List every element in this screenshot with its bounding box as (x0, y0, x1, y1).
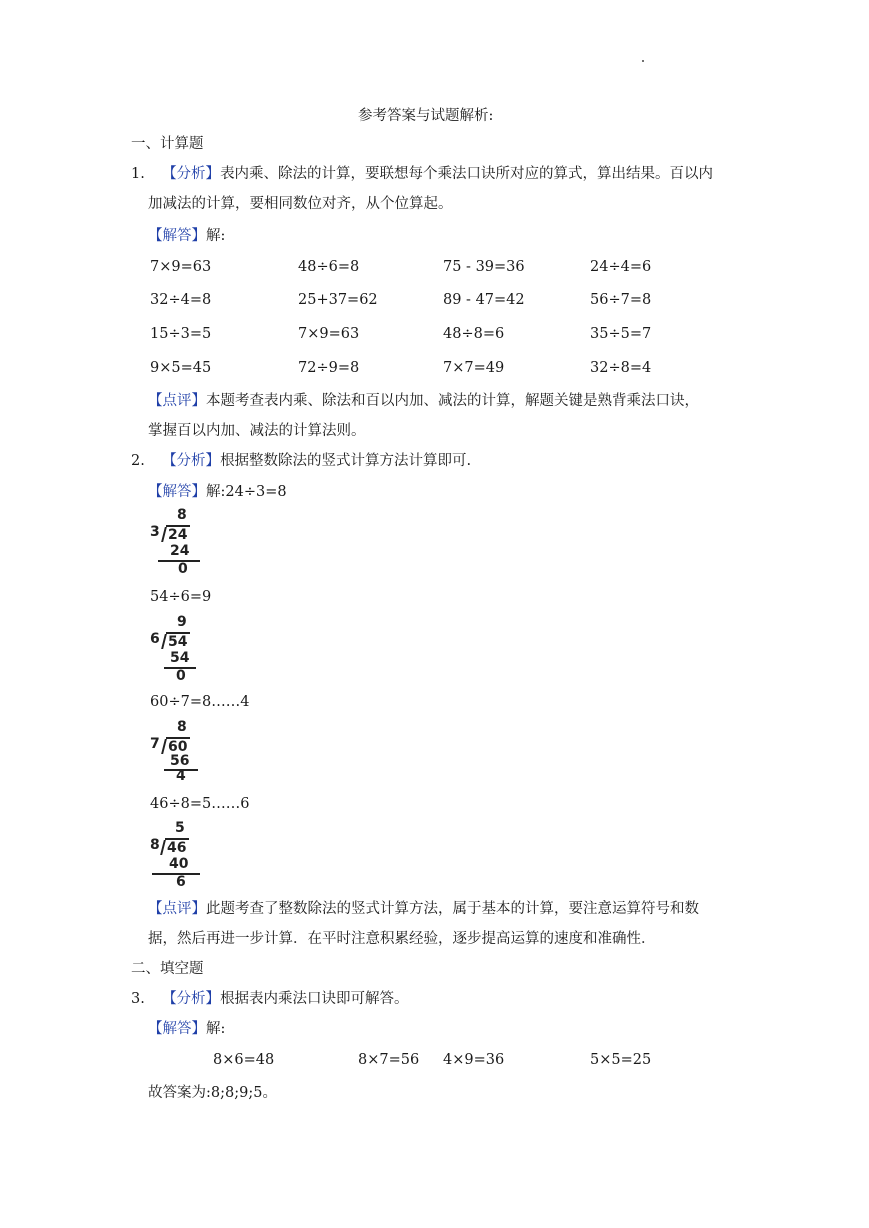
question-3-answer (148, 1018, 225, 1040)
section-heading-1: 一、计算题 (131, 136, 204, 152)
division-bracket (161, 527, 166, 542)
question-2-analysis (131, 450, 471, 472)
long-division-24-by-3 (150, 507, 202, 581)
comment-text: 本题考查表内乘、除法和百以内加、减法的计算，解题关键是熟背乘法口诀， (206, 393, 699, 409)
division-equation: 54÷6=9 (150, 589, 212, 605)
divisor: 8 (150, 837, 160, 853)
equation: 15÷3=5 (150, 326, 212, 342)
equation: 9×5=45 (150, 360, 212, 376)
answer-text: 解:24÷3=8 (206, 484, 287, 500)
equation: 7×9=63 (298, 326, 360, 342)
analysis-tag: 【分析】 (162, 453, 221, 469)
equation: 75 - 39=36 (443, 259, 525, 275)
comment-text: 此题考查了整数除法的竖式计算方法，属于基本的计算，要注意运算符号和数 (206, 901, 699, 917)
equation: 35÷5=7 (590, 326, 652, 342)
equation: 8×6=48 (213, 1052, 275, 1068)
remainder: 4 (176, 768, 186, 784)
answer-tag: 【解答】 (148, 484, 206, 500)
question-1-comment-cont: 掌握百以内加、减法的计算法则。 (148, 423, 366, 439)
division-bracket (160, 840, 165, 855)
comment-tag: 【点评】 (148, 901, 206, 917)
equation: 32÷4=8 (150, 292, 212, 308)
division-bracket (161, 634, 166, 649)
equation: 32÷8=4 (590, 360, 652, 376)
equation: 48÷6=8 (298, 259, 360, 275)
header-dot (642, 60, 644, 62)
question-2-comment-cont: 据，然后再进一步计算．在平时注意积累经验，逐步提高运算的速度和准确性． (148, 931, 656, 947)
dividend: 46 (167, 840, 187, 856)
answer-text: 解: (206, 228, 226, 244)
page-title: 参考答案与试题解析: (358, 108, 494, 124)
long-division-54-by-6 (150, 614, 202, 688)
quotient: 9 (177, 614, 187, 630)
division-bracket (161, 739, 166, 754)
remainder: 6 (176, 874, 186, 890)
product: 56 (170, 753, 190, 769)
answer-text: 解: (206, 1021, 226, 1037)
product: 24 (170, 543, 190, 559)
remainder: 0 (176, 668, 186, 684)
dividend: 60 (168, 739, 188, 755)
dividend: 24 (168, 527, 188, 543)
long-division-60-by-7 (150, 719, 202, 793)
equation: 7×9=63 (150, 259, 212, 275)
analysis-text: 根据表内乘法口诀即可解答。 (220, 991, 409, 1007)
long-division-46-by-8 (150, 820, 202, 894)
question-2-comment (148, 898, 699, 920)
remainder: 0 (178, 561, 188, 577)
equation: 72÷9=8 (298, 360, 360, 376)
analysis-text: 表内乘、除法的计算，要联想每个乘法口诀所对应的算式，算出结果。百以内 (220, 166, 714, 182)
equation: 56÷7=8 (590, 292, 652, 308)
answer-tag: 【解答】 (148, 228, 206, 244)
analysis-tag: 【分析】 (162, 166, 221, 182)
question-3-analysis (131, 988, 409, 1010)
divisor: 7 (150, 736, 160, 752)
quotient: 8 (177, 507, 187, 523)
analysis-text: 根据整数除法的竖式计算方法计算即可. (220, 453, 472, 469)
equation: 8×7=56 (358, 1052, 420, 1068)
equation: 4×9=36 (443, 1052, 505, 1068)
question-1-analysis-cont: 加减法的计算，要相同数位对齐，从个位算起。 (148, 196, 453, 212)
division-equation: 46÷8=5……6 (150, 796, 250, 812)
divisor: 6 (150, 631, 160, 647)
equation: 7×7=49 (443, 360, 505, 376)
division-equation: 60÷7=8……4 (150, 694, 250, 710)
quotient: 8 (177, 719, 187, 735)
question-number: 1. (131, 166, 145, 182)
answer-tag: 【解答】 (148, 1021, 206, 1037)
equation: 24÷4=6 (590, 259, 652, 275)
equation: 5×5=25 (590, 1052, 652, 1068)
equation: 89 - 47=42 (443, 292, 525, 308)
question-number: 2. (131, 453, 145, 469)
question-1-answer (148, 225, 225, 247)
quotient: 5 (175, 820, 185, 836)
question-1-comment (148, 390, 699, 412)
dividend: 54 (168, 634, 188, 650)
equation: 25+37=62 (298, 292, 378, 308)
question-2-answer (148, 481, 287, 503)
comment-tag: 【点评】 (148, 393, 206, 409)
analysis-tag: 【分析】 (162, 991, 221, 1007)
product: 40 (169, 856, 189, 872)
question-1-analysis (131, 163, 713, 185)
section-heading-2: 二、填空题 (131, 961, 204, 977)
question-number: 3. (131, 991, 145, 1007)
question-3-final-answer: 故答案为:8;8;9;5。 (148, 1085, 277, 1101)
product: 54 (170, 650, 190, 666)
divisor: 3 (150, 524, 160, 540)
equation: 48÷8=6 (443, 326, 505, 342)
